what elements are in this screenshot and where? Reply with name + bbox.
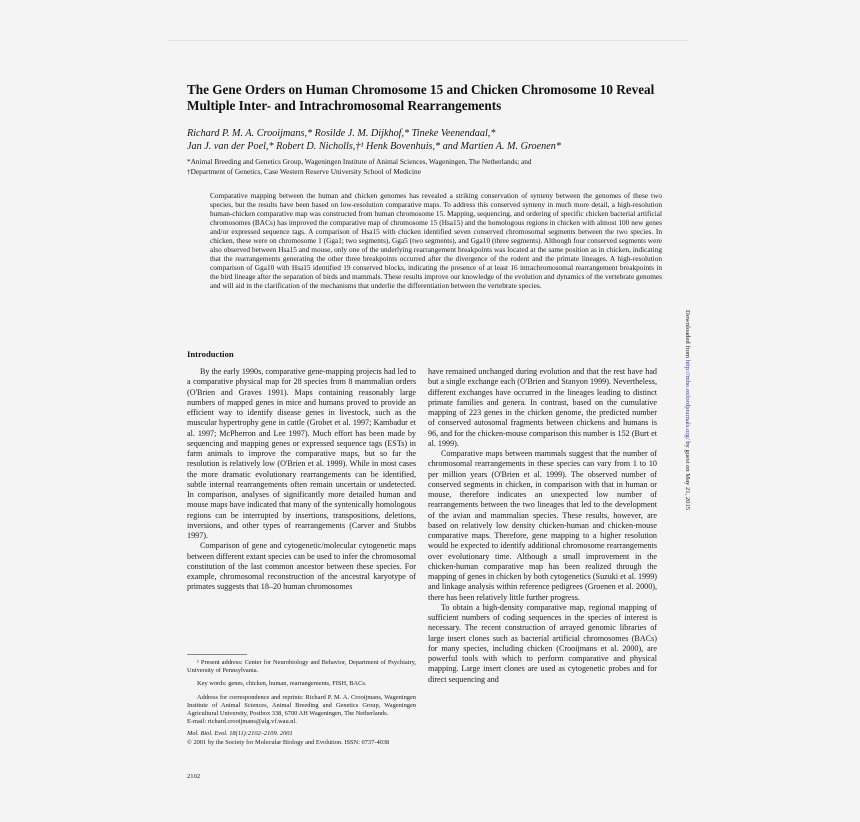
abstract: Comparative mapping between the human and chicken genomes has revealed a striking conservation of synteny between the genomes of these two species, but the results have been based on low-resolution comparative maps. To address this conserved synteny in much more detail, a high-resolution human-chicken comparative map was constructed from human chromosome 15. Mapping, sequencing, and ordering of specific chicken bacterial artificial chromosomes (BACs) has improved the comparative map of chromosome 15 (Hsa15) and the homologous regions in chicken with almost 100 new genes and/or expressed sequence tags. A comparison of Hsa15 with chicken identified seven conserved chromosomal segments between the two species. In chicken, these were on chromosome 1 (Gga1; two segments), Gga5 (two segments), and Gga10 (three segments). Although four conserved segments were also observed between Hsa15 and mouse, only one of the underlying rearrangement breakpoints was located at the same position as in chicken, indicating that the rearrangements generating the other three breakpoints occurred after the divergence of the rodent and the primate lineages. A high-resolution comparison of Gga10 with Hsa15 identified 19 conserved blocks, indicating the presence of at least 16 intrachromosomal rearrangement breakpoints in the bird lineage after the separation of birds and mammals. These results improve our knowledge of the evolution and dynamics of the vertebrate genomes and will aid in the clarification of the mechanisms that underlie the differentiation between the vertebrate species.: [210, 191, 662, 291]
watermark-suffix: by guest on May 21, 2015: [684, 439, 691, 511]
affiliation-line-2: †Department of Genetics, Case Western Reserve University School of Medicine: [187, 167, 421, 176]
author-line-1: Richard P. M. A. Crooijmans,* Rosilde J. M. Dijkhof,* Tineke Veenendaal,*: [187, 128, 496, 139]
watermark-prefix: Downloaded from: [684, 310, 691, 360]
email: E-mail: richard.crooijmans@alg.vf.wau.nl.: [187, 718, 297, 726]
right-paragraph-3: To obtain a high-density comparative map, regional mapping of sufficient numbers of coding sequences in the species of interest is necessary. The recent construction of arrayed genomic libraries of large insert clones such as bacterial artificial chromosomes (BACs) for many species, including chicken (Crooijmans et al. 2000), are powerful tools with which to perform comparative and physical mapping. Large insert clones are used as cytogenetic probes and for direct sequencing and: [428, 602, 657, 684]
page-number: 2102: [187, 773, 201, 780]
keywords: Key words: genes, chicken, human, rearrangements, FISH, BACs.: [197, 680, 367, 688]
correspondence-address: Address for correspondence and reprints: Richard P. M. A. Crooijmans, Wageningen Institute of Animal Sciences, Animal Breeding and Genetics Group, Wageningen Agricultural University, Postbox 338, 6700 AH Wageningen, The Netherlands.: [187, 693, 416, 718]
introduction-heading: Introduction: [187, 349, 234, 359]
article-title: The Gene Orders on Human Chromosome 15 and Chicken Chromosome 10 Reveal Multiple Inter- and Intrachromosomal Rearrangements: [187, 82, 655, 113]
affiliations: [187, 157, 662, 177]
footnotes: [187, 659, 416, 747]
journal-link[interactable]: http://mbe.oxfordjournals.org/: [684, 359, 691, 440]
download-watermark: [683, 310, 691, 510]
intro-paragraph-2: Comparison of gene and cytogenetic/molecular cytogenetic maps between different extant species can be used to infer the chromosomal constitution of the last common ancestor between these species. For example, chromosomal reconstruction of the ancestral karyotype of primates suggests that 18–20 human chromosomes: [187, 541, 416, 592]
right-paragraph-1: have remained unchanged during evolution and that the rest have had but a single exchange each (O'Brien and Stanyon 1999). Nevertheless, different exchanges have occurred in the lineages leading to distinct primate families and genera. In contrast, based on the cumulative mapping of 223 genes in the chicken genome, the predicted number of conserved autosomal fragments between chickens and humans is 96, and for the chicken-mouse comparison this number is 152 (Burt et al. 1999).: [428, 367, 657, 448]
page-top-edge: [168, 40, 688, 41]
journal-reference: Mol. Biol. Evol. 18(11):2102–2109. 2001: [187, 730, 293, 738]
affiliation-line-1: *Animal Breeding and Genetics Group, Wageningen Institute of Animal Sciences, Wageningen, The Netherlands; and: [187, 157, 532, 166]
footnote-present-address: ¹ Present address: Center for Neurobiology and Behavior, Department of Psychiatry, University of Pennsylvania.: [187, 659, 416, 675]
right-paragraph-2: Comparative maps between mammals suggest that the number of chromosomal rearrangements in these species can vary from 1 to 10 per million years (O'Brien et al. 1999). The observed number of conserved segments in chicken, in comparison with that in human or mouse, therefore indicates an unexpected low number of rearrangements between the two lineages that led to the development of the avian and mammalian species. These results, however, are based on relatively low density chicken-human and chicken-mouse comparative maps. Therefore, gene mapping to a higher resolution would be expected to identify additional chromosome rearrangements over evolutionary time. Although a small improvement in the chicken-human comparative map has been realized through the mapping of genes in chicken by both cytogenetics (Suzuki et al. 1999) and linkage analysis within reference pedigrees (Groenen et al. 2000), there has been relatively little further progress.: [428, 449, 657, 602]
author-line-2: Jan J. van der Poel,* Robert D. Nicholls,†¹ Henk Bovenhuis,* and Martien A. M. Groenen*: [187, 141, 561, 152]
author-list: [187, 127, 662, 153]
left-column: [187, 367, 416, 593]
copyright-line: © 2001 by the Society for Molecular Biology and Evolution. ISSN: 0737-4038: [187, 738, 390, 746]
right-column: [428, 367, 657, 685]
intro-paragraph-1: By the early 1990s, comparative gene-mapping projects had led to a comparative physical map for 28 species from 8 mammalian orders (O'Brien and Graves 1991). Maps containing reasonably large numbers of mapped genes in mice and humans proved to provide an efficient way to identify disease genes in livestock, such as the muscular hypertrophy gene in cattle (Grobet et al. 1997; Kambadur et al. 1997; McPherron and Lee 1997). Much effort has been made by sequencing and mapping genes or expressed sequence tags (ESTs) in farm animals to improve the comparative maps, but so far the resolution is relatively low (O'Brien et al. 1999). While in most cases the more dramatic evolutionary rearrangements can be identified, subtle internal rearrangements often remain uncertain or undetected. In comparison, analyses of significantly more detailed human and mouse maps have indicated that many of the syntenically homologous regions can be interrupted by insertions, transpositions, deletions, inversions, and other types of rearrangements (Carver and Stubbs 1997).: [187, 367, 416, 540]
footnote-divider: [187, 654, 247, 655]
